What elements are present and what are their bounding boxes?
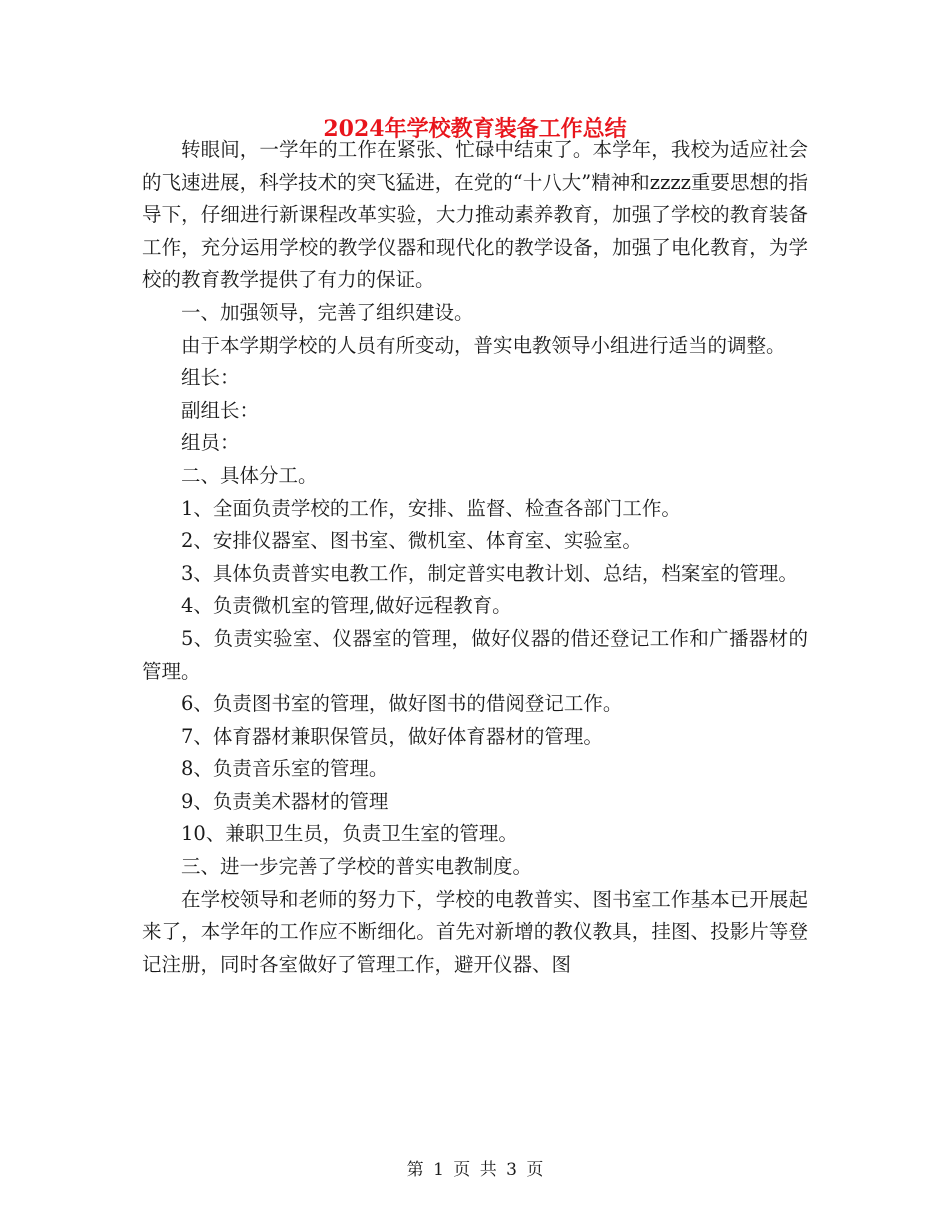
list-item-2: 2、安排仪器室、图书室、微机室、体育室、实验室。: [181, 529, 642, 553]
paragraph-adjustment: 由于本学期学校的人员有所变动，普实电教领导小组进行适当的调整。: [181, 333, 786, 357]
list-item-10: 10、兼职卫生员，负责卫生室的管理。: [181, 822, 518, 846]
list-item-6: 6、负责图书室的管理，做好图书的借阅登记工作。: [181, 692, 623, 716]
list-item-7: 7、体育器材兼职保管员，做好体育器材的管理。: [181, 724, 603, 748]
list-item-1: 1、全面负责学校的工作，安排、监督、检查各部门工作。: [181, 496, 681, 520]
heading-section-2: 二、具体分工。: [181, 463, 318, 487]
paragraph-intro: 转眼间，一学年的工作在紧张、忙碌中结束了。本学年，我校为适应社会的飞速进展，科学技术的突飞猛进，在党的“十八大”精神和zzzz重要思想的指导下，仔细进行新课程改革实验，大力推动素养教育，加强了学校的教育装备工作，充分运用学校的教学仪器和现代化的教学设备，加强了电化教育，为学校的教育教学提供了有力的保证。: [142, 138, 808, 292]
label-members: 组员：: [181, 431, 240, 455]
heading-section-3: 三、进一步完善了学校的普实电教制度。: [181, 855, 533, 879]
list-item-5: 5、负责实验室、仪器室的管理，做好仪器的借还登记工作和广播器材的管理。: [142, 626, 808, 683]
list-item-3: 3、具体负责普实电教工作，制定普实电教计划、总结，档案室的管理。: [181, 561, 798, 585]
document-title: 2024年学校教育装备工作总结: [323, 116, 627, 142]
document-body: [142, 134, 808, 981]
paragraph-closing: 在学校领导和老师的努力下，学校的电教普实、图书室工作基本已开展起来了，本学年的工作应不断细化。首先对新增的教仪教具，挂图、投影片等登记注册，同时各室做好了管理工作，避开仪器、图: [142, 887, 808, 976]
label-deputy-leader: 副组长：: [181, 398, 260, 422]
list-item-9: 9、负责美术器材的管理: [181, 789, 389, 813]
list-item-4: 4、负责微机室的管理,做好远程教育。: [181, 594, 512, 618]
heading-section-1: 一、加强领导，完善了组织建设。: [181, 300, 474, 324]
page-footer: 第 1 页 共 3 页: [406, 1160, 544, 1180]
label-group-leader: 组长：: [181, 366, 240, 390]
list-item-8: 8、负责音乐室的管理。: [181, 757, 389, 781]
